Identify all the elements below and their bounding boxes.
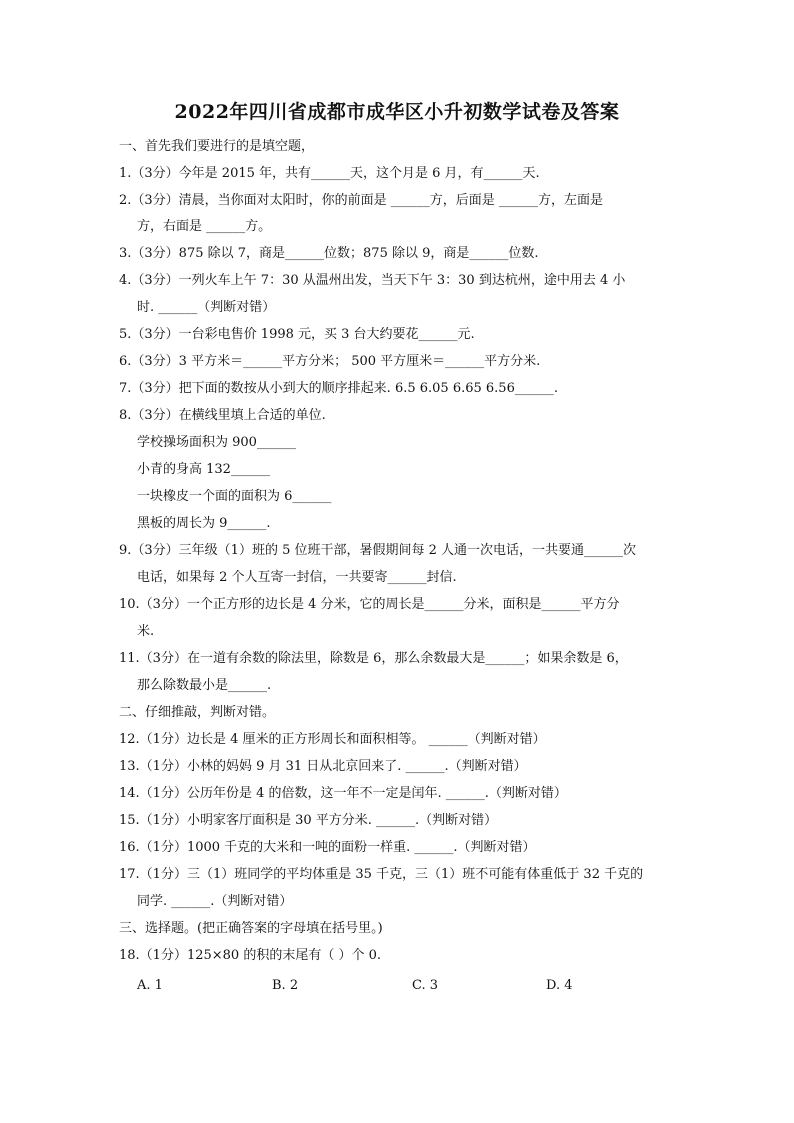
question-line: 13.（1分）小林的妈妈 9 月 31 日从北京回来了. ______.（判断对错）: [119, 759, 527, 774]
choice-option-a: A. 1: [137, 978, 163, 993]
choice-option-d: D. 4: [546, 978, 573, 993]
question-line: 7.（3分）把下面的数按从小到大的顺序排起来. 6.5 6.05 6.65 6.56______.: [119, 381, 558, 396]
question-line: 11.（3分）在一道有余数的除法里，除数是 6，那么余数最大是______；如果余数是 6，: [119, 651, 628, 666]
question-line: 5.（3分）一台彩电售价 1998 元，买 3 台大约要花______元.: [119, 327, 475, 342]
question-line: 1.（3分）今年是 2015 年，共有______天，这个月是 6 月，有______天.: [119, 166, 540, 181]
question-line: 12.（1分）边长是 4 厘米的正方形周长和面积相等。 ______（判断对错）: [119, 732, 546, 747]
question-line: 18.（1分）125×80 的积的末尾有（ ）个 0.: [119, 948, 381, 963]
question-line: 16.（1分）1000 千克的大米和一吨的面粉一样重. ______.（判断对错）: [119, 840, 536, 855]
choice-option-b: B. 2: [272, 978, 299, 993]
question-line-cont: 那么除数最小是______.: [137, 678, 272, 693]
sub-item: 一块橡皮一个面的面积为 6______: [137, 489, 332, 504]
sub-item: 学校操场面积为 900______: [137, 435, 296, 450]
question-line-cont: 米.: [137, 624, 155, 639]
question-line: 14.（1分）公历年份是 4 的倍数，这一年不一定是闰年. ______.（判断对错）: [119, 786, 567, 801]
question-line-cont: 方，右面是 ______方。: [137, 219, 272, 234]
question-line-cont: 时. ______（判断对错）: [137, 300, 276, 315]
question-line: 9.（3分）三年级（1）班的 5 位班干部，暑假期间每 2 人通一次电话，一共要通______次: [119, 543, 637, 558]
question-line: 6.（3分）3 平方米＝______平方分米； 500 平方厘米＝______平方分米.: [119, 354, 541, 369]
section-heading: 二、仔细推敲，判断对错。: [119, 705, 276, 720]
sub-item: 小青的身高 132______: [137, 462, 270, 477]
section-heading: 一、首先我们要进行的是填空题，: [119, 139, 315, 154]
question-line: 15.（1分）小明家客厅面积是 30 平方分米. ______.（判断对错）: [119, 813, 498, 828]
sub-item: 黑板的周长为 9______.: [137, 516, 271, 531]
question-line: 17.（1分）三（1）班同学的平均体重是 35 千克，三（1）班不可能有体重低于 32 千克的: [119, 867, 644, 882]
question-line: 2.（3分）清晨，当你面对太阳时，你的前面是 ______方，后面是 ______方，左面是: [119, 193, 603, 208]
page-title: 2022年四川省成都市成华区小升初数学试卷及答案: [174, 101, 620, 123]
section-heading: 三、选择题。(把正确答案的字母填在括号里。): [119, 921, 383, 936]
question-line-cont: 电话，如果每 2 个人互寄一封信，一共要寄______封信.: [137, 570, 457, 585]
question-line: 3.（3分）875 除以 7，商是______位数；875 除以 9，商是______位数.: [119, 246, 539, 261]
question-line-cont: 同学. ______.（判断对错）: [137, 894, 293, 909]
question-line: 4.（3分）一列火车上午 7：30 从温州出发，当天下午 3：30 到达杭州，途中用去 4 小: [119, 273, 626, 288]
choice-option-c: C. 3: [412, 978, 439, 993]
question-line: 8.（3分）在横线里填上合适的单位.: [119, 408, 326, 423]
question-line: 10.（3分）一个正方形的边长是 4 分米，它的周长是______分米，面积是______平方分: [119, 597, 620, 612]
